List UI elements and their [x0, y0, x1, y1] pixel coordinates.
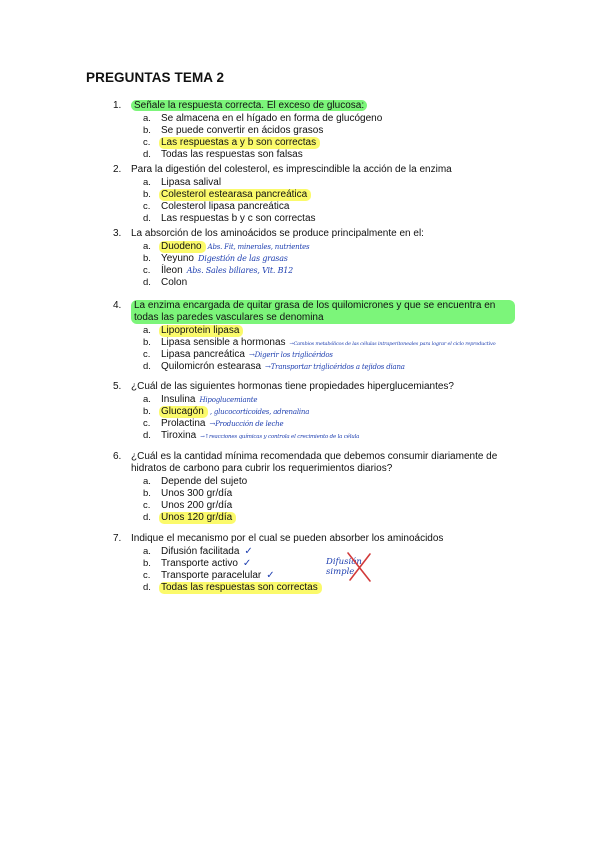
option-d: d. Todas las respuestas son falsas [143, 149, 303, 160]
question-5 [113, 381, 521, 442]
question-text: ¿Cuál de las siguientes hormonas tiene propiedades hiperglucemiantes? [131, 381, 454, 392]
option-c-answer: c. Las respuestas a y b son correctas [143, 137, 521, 149]
crossed-out-note [326, 551, 386, 583]
option-text: Todas las respuestas son falsas [161, 149, 303, 160]
question-text: Indique el mecanismo por el cual se pueden absorber los aminoácidos [131, 533, 444, 544]
option-text-highlighted: Todas las respuestas son correctas [159, 582, 322, 594]
option-text: Difusión facilitada [161, 546, 240, 557]
handwritten-note: Difusión simple [326, 557, 362, 577]
option-c: c. Unos 200 gr/día [143, 500, 233, 511]
option-d: d. Quilomicrón estearasa →Transportar triglicéridos a tejidos diana [143, 361, 405, 372]
option-a-answer: a. Duodeno Abs. Fit, minerales, nutrientes [143, 241, 310, 252]
option-a: a. Insulina Hipoglucemiante [143, 394, 258, 405]
option-text: Depende del sujeto [161, 476, 248, 487]
option-b: b. Lipasa sensible a hormonas →Cambios metabólicos de las células intraperitoneales para lograr el ciclo reproductivo [143, 337, 496, 348]
question-number: 3. [113, 228, 122, 239]
option-b: b. Unos 300 gr/día [143, 488, 233, 499]
option-text: Las respuestas b y c son correctas [161, 213, 316, 224]
option-text-highlighted: Duodeno [159, 241, 206, 253]
option-b: b. Transporte activo ✓ [143, 558, 252, 569]
option-text: Lipasa salival [161, 177, 222, 188]
option-text: Transporte activo [161, 558, 238, 569]
option-c: c. Lipasa pancreática →Digerir los triglicéridos [143, 349, 333, 360]
option-text: Prolactina [161, 418, 206, 429]
option-text: Insulina [161, 394, 196, 405]
option-d: d. Las respuestas b y c son correctas [143, 213, 316, 224]
option-text: Transporte paracelular [161, 570, 262, 581]
option-d: d. Tiroxina →↑reacciones químicas y controla el crecimiento de la célula [143, 430, 360, 441]
question-1 [113, 100, 521, 161]
handwritten-note: →Transportar triglicéridos a tejidos diana [265, 363, 405, 371]
handwritten-note: , glucocorticoides, adrenalina [209, 408, 310, 416]
option-text: Íleon [161, 265, 183, 276]
handwritten-note: →Producción de leche [209, 420, 284, 428]
handwritten-note: Abs. Fit, minerales, nutrientes [207, 243, 310, 251]
option-c: c. Colesterol lipasa pancreática [143, 201, 290, 212]
question-7 [113, 533, 521, 594]
option-text: Quilomicrón estearasa [161, 361, 262, 372]
option-b-answer: b. Glucagón , glucocorticoides, adrenalina [143, 406, 310, 417]
option-a-answer: a. Lipoprotein lipasa [143, 325, 515, 337]
check-icon: ✓ [244, 546, 253, 557]
question-number: 4. [113, 300, 122, 311]
option-text: Lipasa sensible a hormonas [161, 337, 286, 348]
option-a: a. Se almacena en el hígado en forma de glucógeno [143, 113, 383, 124]
question-4 [113, 300, 515, 373]
option-d-answer: d. Unos 120 gr/día [143, 512, 511, 524]
option-d-answer: d. Todas las respuestas son correctas [143, 582, 521, 594]
option-text: Se puede convertir en ácidos grasos [161, 125, 324, 136]
option-b: b. Yeyuno Digestión de las grasas [143, 253, 288, 264]
question-text: Señale la respuesta correcta. El exceso de glucosa: [131, 100, 367, 111]
option-text: Unos 300 gr/día [161, 488, 233, 499]
question-text: La enzima encargada de quitar grasa de los quilomicrones y que se encuentra en todas las paredes vasculares se denomina [131, 300, 515, 324]
question-3 [113, 228, 521, 289]
cross-out-icon [326, 551, 386, 583]
option-text-highlighted: Glucagón [159, 406, 208, 418]
option-b-answer: b. Colesterol estearasa pancreática [143, 189, 521, 201]
question-text: La absorción de los aminoácidos se produce principalmente en el: [131, 228, 424, 239]
option-text-highlighted: Colesterol estearasa pancreática [159, 189, 311, 201]
question-number: 6. [113, 451, 122, 462]
check-icon: ✓ [242, 558, 252, 569]
question-number: 7. [113, 533, 122, 544]
option-text: Colesterol lipasa pancreática [161, 201, 290, 212]
option-c: c. Íleon Abs. Sales biliares, Vit. B12 [143, 265, 294, 276]
question-text: ¿Cuál es la cantidad mínima recomendada que debemos consumir diariamente de hidratos de carbono para cubrir los requerimientos diarios? [131, 451, 498, 474]
option-text-highlighted: Las respuestas a y b son correctas [159, 137, 320, 149]
check-icon: ✓ [266, 570, 275, 581]
option-text: Lipasa pancreática [161, 349, 245, 360]
option-d: d. Colon [143, 277, 188, 288]
question-number: 5. [113, 381, 122, 392]
question-6 [113, 451, 511, 524]
page-title: PREGUNTAS TEMA 2 [86, 70, 225, 85]
question-2 [113, 164, 521, 225]
option-a: a. Depende del sujeto [143, 476, 248, 487]
question-number: 1. [113, 100, 122, 111]
handwritten-note: Abs. Sales biliares, Vit. B12 [186, 266, 294, 275]
option-b: b. Se puede convertir en ácidos grasos [143, 125, 324, 136]
option-a: a. Lipasa salival [143, 177, 222, 188]
option-a: a. Difusión facilitada ✓ [143, 546, 253, 557]
option-text: Yeyuno [161, 253, 194, 264]
handwritten-note: Hipoglucemiante [199, 396, 258, 404]
option-text: Se almacena en el hígado en forma de glucógeno [161, 113, 383, 124]
handwritten-note: →↑reacciones químicas y controla el crecimiento de la célula [200, 434, 360, 440]
option-text: Unos 200 gr/día [161, 500, 233, 511]
option-text: Tiroxina [161, 430, 197, 441]
handwritten-note: Digestión de las grasas [198, 254, 288, 263]
question-number: 2. [113, 164, 122, 175]
option-text: Colon [161, 277, 188, 288]
option-text-highlighted: Lipoprotein lipasa [159, 325, 243, 337]
option-c: c. Transporte paracelular ✓ [143, 570, 275, 581]
option-text-highlighted: Unos 120 gr/día [159, 512, 236, 524]
handwritten-note: →Digerir los triglicéridos [248, 351, 333, 359]
option-c: c. Prolactina →Producción de leche [143, 418, 284, 429]
question-text: Para la digestión del colesterol, es imprescindible la acción de la enzima [131, 164, 452, 175]
handwritten-note: →Cambios metabólicos de las células intraperitoneales para lograr el ciclo reproductivo [289, 341, 496, 347]
